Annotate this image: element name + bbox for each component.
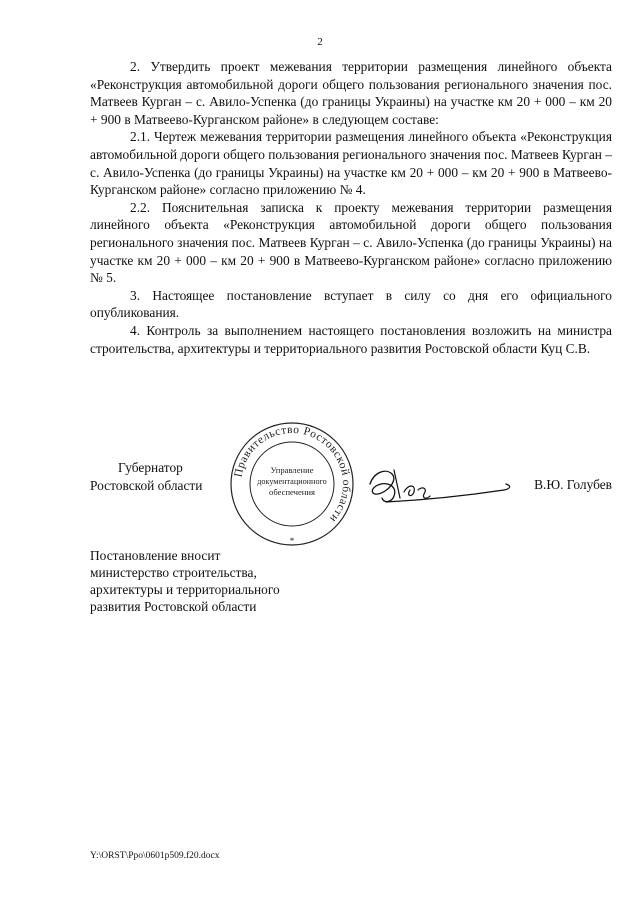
paragraph-2: 2. Утвердить проект межевания территории размещения линейного объекта «Реконструкция автомобильной дороги общего пользования регионального значения пос. Матвеев Курган – с. Авило-Успенка (до границы Украины) на участке км 20 + 000 – км 20 + 900 в Матвеево-Курганском районе» в следующем составе: <box>90 59 612 127</box>
introduced-by-line4: развития Ростовской области <box>90 599 257 614</box>
paragraph-4: 4. Контроль за выполнением настоящего постановления возложить на министра строительства, архитектуры и территориального развития Ростовской области Куц С.В. <box>90 322 612 356</box>
document-body <box>90 58 612 357</box>
signer-name: В.Ю. Голубев <box>534 477 612 492</box>
governor-title-line2: Ростовской области <box>90 477 203 493</box>
governor-title <box>90 459 202 494</box>
stamp-inner-line1: Управление <box>270 465 314 475</box>
handwritten-signature <box>364 462 514 510</box>
introduced-by-line1: Постановление вносит <box>90 548 221 563</box>
stamp-inner-line3: обеспечения <box>269 487 315 497</box>
stamp-star: * <box>289 536 295 546</box>
introduced-by-line3: архитектуры и территориального <box>90 582 280 597</box>
introduced-by-line2: министерство строительства, <box>90 565 257 580</box>
paragraph-3: 3. Настоящее постановление вступает в силу со дня его официального опубликования. <box>90 287 612 321</box>
governor-title-line1: Губернатор <box>118 460 183 475</box>
stamp-outer-text: Правительство Ростовской области <box>232 423 353 525</box>
introduced-by-note <box>90 547 390 615</box>
page-number: 2 <box>317 36 323 48</box>
footer-file-path: Y:\ORST\Ppo\0601p509.f20.docx <box>90 851 220 861</box>
paragraph-2-1: 2.1. Чертеж межевания территории размещения линейного объекта «Реконструкция автомобильной дороги общего пользования регионального значения пос. Матвеев Курган – с. Авило-Успенка (до границы Украины) на участке км 20 + 000 – км 20 + 900 в Матвеево-Курганском районе» согласно приложению № 4. <box>90 129 612 198</box>
stamp-inner-line2: документационного <box>257 477 327 486</box>
official-stamp <box>228 420 356 548</box>
paragraph-2-2: 2.2. Пояснительная записка к проекту межевания территории размещения линейного объекта «Реконструкция автомобильной дороги общего пользования регионального значения пос. Матвеев Курган – с. Авило-Успенка (до границы Украины) на участке км 20 + 000 – км 20 + 900 в Матвеево-Курганском районе» согласно приложению № 5. <box>90 199 612 286</box>
